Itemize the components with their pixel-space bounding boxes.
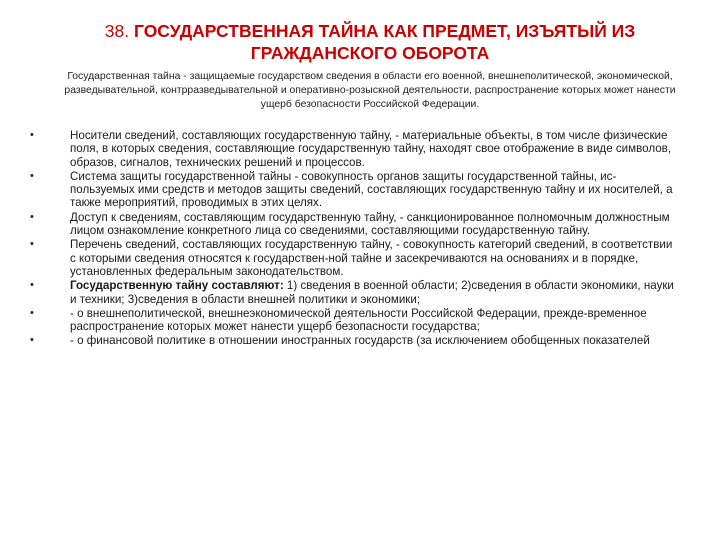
- list-item: [30, 129, 680, 169]
- title-text: ГОСУДАРСТВЕННАЯ ТАЙНА КАК ПРЕДМЕТ, ИЗЪЯТЫЙ ИЗ ГРАЖДАНСКОГО ОБОРОТА: [134, 21, 636, 63]
- slide-title: [60, 20, 680, 64]
- list-item-text: - о финансовой политике в отношении иностранных государств (за исключением обобщенных показателей: [70, 334, 650, 348]
- list-item: [30, 279, 680, 306]
- bullet-icon: •: [30, 238, 34, 251]
- list-item: [30, 211, 680, 238]
- bullet-icon: •: [30, 306, 34, 319]
- list-item-text: - о внешнеполитической, внешнеэкономической деятельности Российской Федерации, прежде-временное распространение которых может нанести ущерб безопасности государства;: [70, 306, 647, 334]
- bullet-list: [30, 129, 680, 349]
- list-item-text: Система защиты государственной тайны - совокупность органов защиты государственной тайны, ис-пользуемых ими средств и методов защиты сведений, составляющих государственную тайну и их носителей, а также мероприятий, проводимых в этих целях.: [70, 169, 673, 210]
- list-item-text: Перечень сведений, составляющих государственную тайну, - совокупность категорий сведений, в соответствии с которыми сведения относятся к государствен-ной тайне и засекречиваются на основаниях и в порядке, установленных федеральным законодательством.: [70, 238, 673, 278]
- definition-paragraph: Государственная тайна - защищаемые государством сведения в области его военной, внешнеполитической, экономической, разведывательной, контрразведывательной и оперативно-розыскной деятельности, распространение которых может нанести ущерб безопасности Российской Федерации.: [64, 71, 676, 110]
- bullet-icon: •: [30, 129, 34, 141]
- bullet-icon: •: [30, 334, 34, 347]
- list-item-text: 1) сведения в военной области; 2)сведения в области экономики, науки и техники; 3)сведения в области внешней политики и экономики;: [70, 279, 674, 306]
- list-item-bold-lead: Государственную тайну составляют:: [70, 279, 284, 293]
- list-item: [30, 170, 680, 210]
- bullet-icon: •: [30, 169, 34, 182]
- bullet-icon: •: [30, 279, 34, 292]
- title-number: 38.: [104, 21, 130, 41]
- list-item: [30, 334, 680, 347]
- list-item-text: Носители сведений, составляющих государственную тайну, - материальные объекты, в том числе физические поля, в которых сведения, составляющие государственную тайну, находят свое отображение в виде символов, образов, сигналов, технических решений и процессов.: [70, 129, 672, 169]
- list-item-text: Доступ к сведениям, составляющим государственную тайну, - санкционированное полномочным должностным лицом ознакомление конкретного лица со сведениями, составляющими государственную тайну.: [70, 210, 670, 238]
- list-item: [30, 238, 680, 278]
- bullet-icon: •: [30, 210, 34, 223]
- list-item: [30, 307, 680, 334]
